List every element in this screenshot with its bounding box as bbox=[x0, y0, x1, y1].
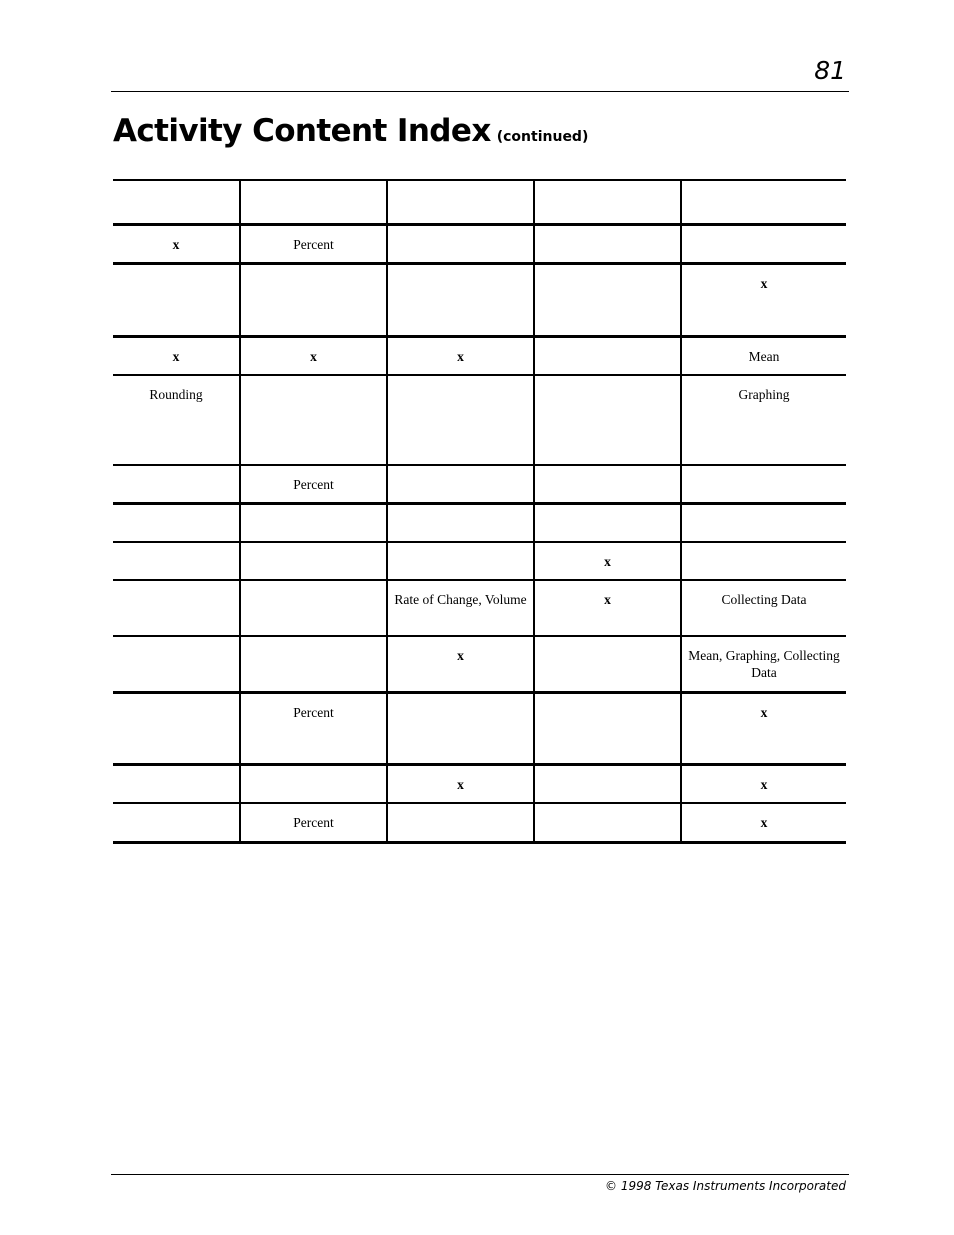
table-cell: Mean, Graphing, Collecting Data bbox=[688, 648, 840, 680]
table-cell: Percent bbox=[240, 803, 387, 842]
table-row bbox=[113, 336, 846, 375]
table-cell bbox=[534, 336, 681, 375]
table-row bbox=[113, 803, 846, 842]
table-cell: x bbox=[760, 815, 768, 830]
table-header-row bbox=[113, 180, 846, 224]
table-cell bbox=[240, 764, 387, 803]
table-cell: x bbox=[387, 636, 534, 692]
table-cell: Percent bbox=[240, 224, 387, 263]
table-row bbox=[113, 692, 846, 764]
table-cell bbox=[534, 375, 681, 465]
table-cell bbox=[240, 542, 387, 580]
table-cell bbox=[240, 180, 387, 224]
table-cell bbox=[387, 263, 534, 336]
table-row bbox=[113, 503, 846, 542]
page-number: 81 bbox=[814, 56, 846, 85]
table-cell bbox=[681, 465, 846, 503]
table-row bbox=[113, 764, 846, 803]
table-cell: x bbox=[760, 776, 768, 792]
table-cell bbox=[534, 692, 681, 764]
table-cell: Percent bbox=[240, 692, 387, 764]
table-cell: x bbox=[240, 336, 387, 375]
footer-rule bbox=[111, 1174, 849, 1175]
table-cell bbox=[387, 503, 534, 542]
table-cell bbox=[113, 263, 240, 336]
table-cell bbox=[534, 503, 681, 542]
table-cell bbox=[534, 224, 681, 263]
table-cell: x bbox=[534, 542, 681, 580]
table-cell bbox=[681, 224, 846, 263]
page-title bbox=[113, 113, 588, 149]
table-cell bbox=[240, 263, 387, 336]
table-row bbox=[113, 636, 846, 692]
table-cell bbox=[113, 180, 240, 224]
table-cell bbox=[387, 542, 534, 580]
table-cell: Percent bbox=[240, 465, 387, 503]
table-cell bbox=[387, 803, 534, 842]
table-cell bbox=[534, 465, 681, 503]
table-cell bbox=[534, 263, 681, 336]
table-row bbox=[113, 465, 846, 503]
table-cell bbox=[387, 180, 534, 224]
table-cell bbox=[240, 503, 387, 542]
table-cell bbox=[534, 764, 681, 803]
table-row bbox=[113, 580, 846, 636]
table-cell bbox=[387, 465, 534, 503]
table-cell bbox=[113, 764, 240, 803]
table-cell bbox=[113, 803, 240, 842]
table-cell bbox=[113, 503, 240, 542]
table-cell bbox=[240, 636, 387, 692]
table-cell bbox=[113, 580, 240, 636]
table-cell: Collecting Data bbox=[721, 592, 807, 607]
table-cell: x bbox=[113, 224, 240, 263]
table-cell bbox=[534, 803, 681, 842]
table-cell bbox=[681, 180, 846, 224]
table-row bbox=[113, 375, 846, 465]
table-cell: x bbox=[534, 580, 681, 636]
table-cell: Rate of Change, Volume bbox=[387, 580, 534, 636]
title-subtitle: (continued) bbox=[496, 129, 589, 145]
table-cell: x bbox=[760, 704, 768, 720]
table-cell: x bbox=[113, 336, 240, 375]
table-cell bbox=[387, 224, 534, 263]
table-cell bbox=[534, 636, 681, 692]
table-cell bbox=[387, 692, 534, 764]
table-cell bbox=[113, 692, 240, 764]
table-cell bbox=[534, 180, 681, 224]
table-row bbox=[113, 263, 846, 336]
table-cell: x bbox=[387, 336, 534, 375]
table-cell bbox=[240, 375, 387, 465]
header-rule bbox=[111, 91, 849, 92]
title-text: Activity Content Index bbox=[113, 113, 491, 149]
table-cell: Graphing bbox=[738, 387, 790, 402]
table-cell: x bbox=[387, 764, 534, 803]
table-cell bbox=[113, 465, 240, 503]
table-cell bbox=[387, 375, 534, 465]
table-cell bbox=[240, 580, 387, 636]
table-cell bbox=[681, 542, 846, 580]
table-cell: Mean bbox=[748, 348, 780, 364]
copyright-footer: © 1998 Texas Instruments Incorporated bbox=[605, 1179, 846, 1193]
table-cell: Rounding bbox=[113, 375, 240, 465]
table-row bbox=[113, 542, 846, 580]
table-cell: x bbox=[760, 275, 768, 291]
table-cell bbox=[113, 636, 240, 692]
activity-content-table bbox=[113, 179, 846, 844]
table-row bbox=[113, 224, 846, 263]
table-cell bbox=[681, 503, 846, 542]
table-cell bbox=[113, 542, 240, 580]
